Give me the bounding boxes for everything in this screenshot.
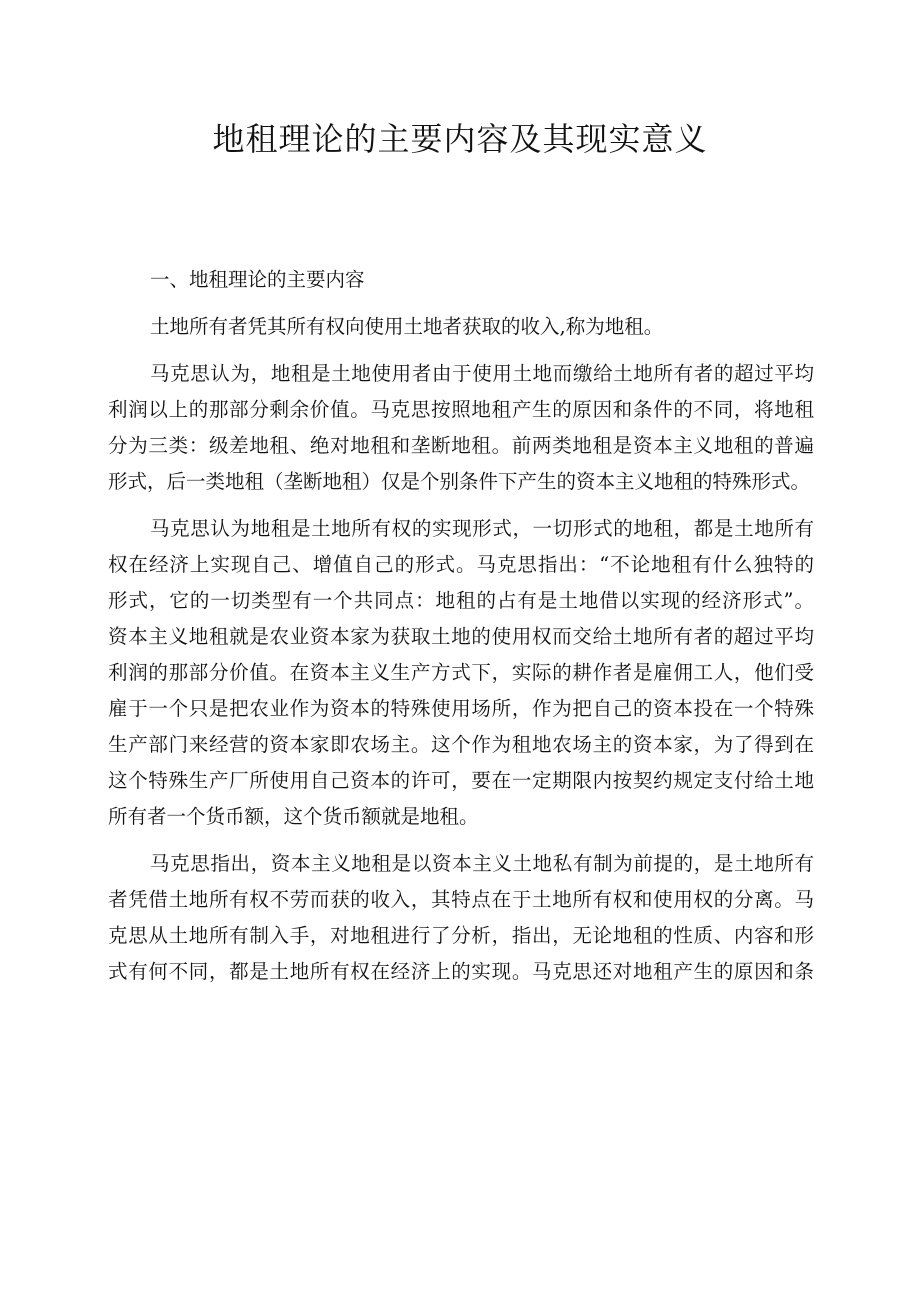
paragraph-line: 马克思认为地租是土地所有权的实现形式，一切形式的地租，都是土地所有 [150,517,814,540]
paragraph [108,356,814,500]
paragraph-line: 者凭借土地所有权不劳而获的收入，其特点在于土地所有权和使用权的分离。马 [108,888,814,911]
document-title: 地租理论的主要内容及其现实意义 [212,120,708,158]
paragraph-line: 形式，后一类地租（垄断地租）仅是个别条件下产生的资本主义地租的特殊形式。 [108,470,811,493]
paragraph-line: 资本主义地租就是农业资本家为获取土地的使用权而交给土地所有者的超过平均 [108,625,814,648]
paragraph [108,846,814,990]
paragraph-line: 利润的那部分价值。在资本主义生产方式下，实际的耕作者是雇佣工人，他们受 [108,661,814,684]
paragraph-line: 生产部门来经营的资本家即农场主。这个作为租地农场主的资本家，为了得到在 [108,733,814,756]
paragraph-line: 形式，它的一切类型有一个共同点：地租的占有是土地借以实现的经济形式”。 [108,589,814,612]
paragraph-line: 权在经济上实现自己、增值自己的形式。马克思指出：“不论地租有什么独特的 [108,553,814,576]
paragraph [108,511,814,835]
paragraph-line: 式有何不同，都是土地所有权在经济上的实现。马克思还对地租产生的原因和条 [108,960,814,983]
paragraph-line: 利润以上的那部分剩余价值。马克思按照地租产生的原因和条件的不同，将地租 [108,398,814,421]
paragraph-line: 雇于一个只是把农业作为资本的特殊使用场所，作为把自己的资本投在一个特殊 [108,697,814,720]
paragraph [108,309,814,345]
paragraph-line: 所有者一个货币额，这个货币额就是地租。 [108,805,479,828]
paragraph-line: 分为三类：级差地租、绝对地租和垄断地租。前两类地租是资本主义地租的普遍 [108,434,814,457]
paragraph-line: 土地所有者凭其所有权向使用土地者获取的收入,称为地租。 [150,315,664,338]
paragraph-line: 马克思指出，资本主义地租是以资本主义土地私有制为前提的，是土地所有 [150,852,814,875]
document-body [108,262,814,1001]
section-heading: 一、地租理论的主要内容 [150,268,365,291]
paragraph-line: 这个特殊生产厂所使用自己资本的许可，要在一定期限内按契约规定支付给土地 [108,769,814,792]
paragraph-line: 马克思认为，地租是土地使用者由于使用土地而缴给土地所有者的超过平均 [150,362,814,385]
paragraph-line: 克思从土地所有制入手，对地租进行了分析，指出，无论地租的性质、内容和形 [108,924,814,947]
